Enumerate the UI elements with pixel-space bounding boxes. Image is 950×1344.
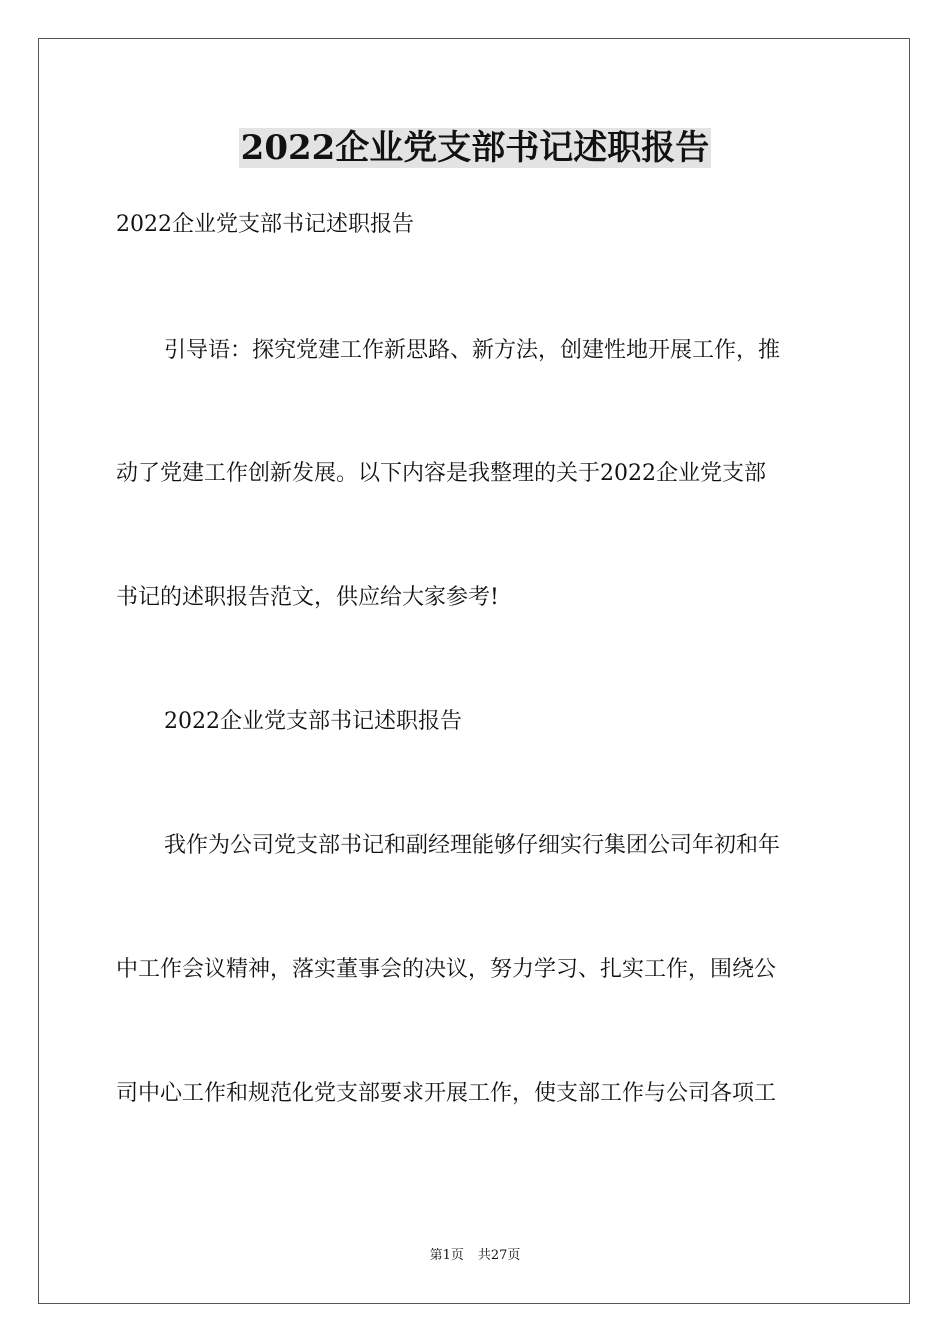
paragraph-line: 中工作会议精神，落实董事会的决议，努力学习、扎实工作，围绕公 (116, 957, 777, 982)
paragraph-line: 书记的述职报告范文，供应给大家参考! (116, 585, 499, 610)
paragraph-line: 引导语：探究党建工作新思路、新方法，创建性地开展工作，推 (164, 338, 781, 363)
paragraph-line: 司中心工作和规范化党支部要求开展工作，使支部工作与公司各项工 (116, 1081, 777, 1106)
paragraph-line: 我作为公司党支部书记和副经理能够仔细实行集团公司年初和年 (164, 833, 781, 858)
document-title (0, 126, 950, 170)
paragraph-line: 动了党建工作创新发展。以下内容是我整理的关于2022企业党支部 (116, 461, 766, 486)
document-title-text: 2022企业党支部书记述职报告 (240, 128, 710, 168)
page-number-current: 第1页 (429, 1248, 464, 1263)
page-footer (0, 1247, 950, 1265)
section-heading-line: 2022企业党支部书记述职报告 (164, 709, 462, 734)
page-number-total: 共27页 (477, 1248, 521, 1263)
subtitle-line: 2022企业党支部书记述职报告 (116, 212, 414, 237)
